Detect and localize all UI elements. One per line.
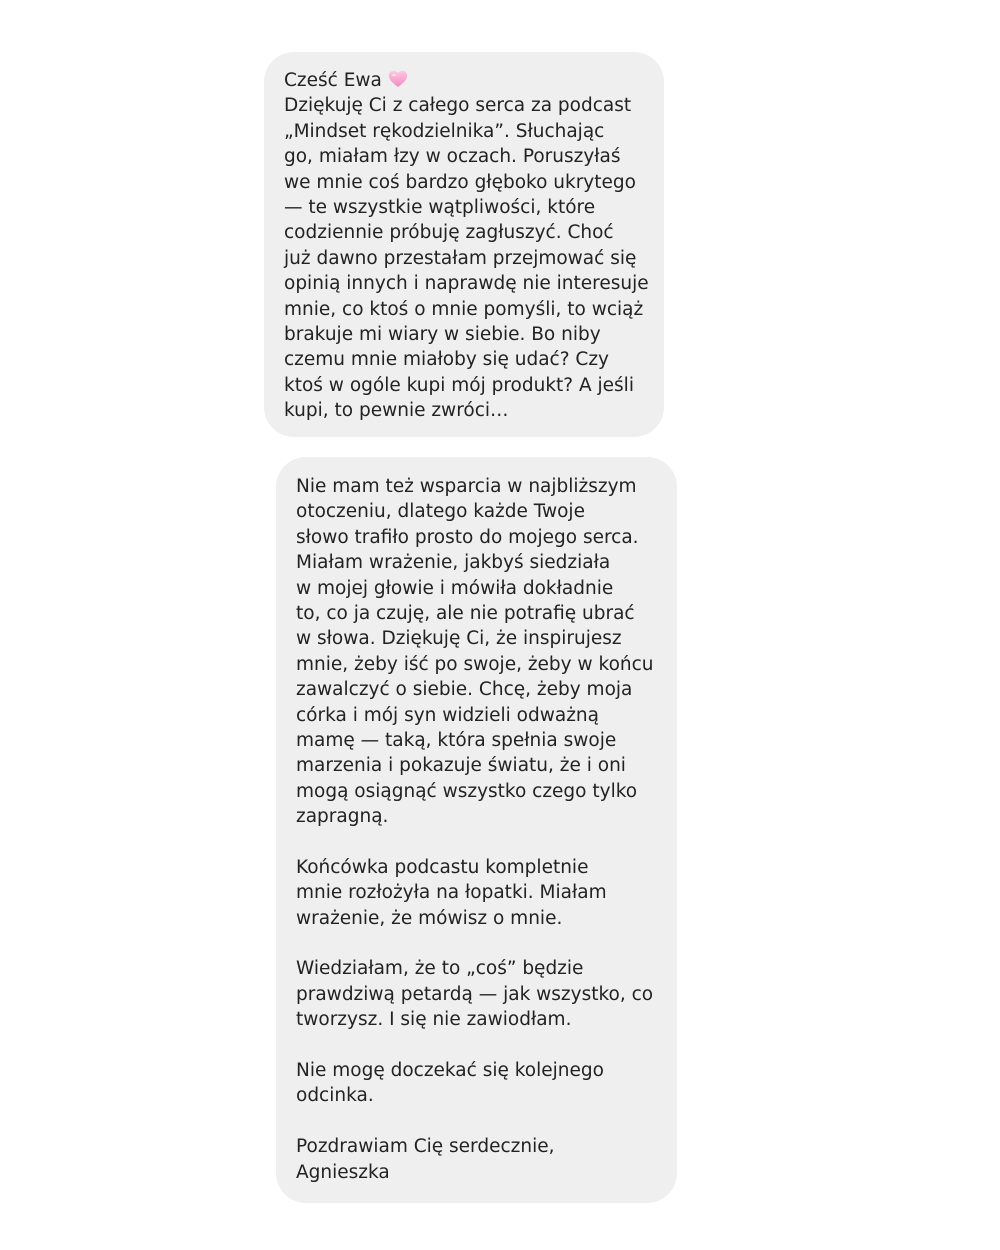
message-line: wrażenie, że mówisz o mnie. bbox=[296, 907, 563, 929]
message-line: ktoś w ogóle kupi mój produkt? A jeśli bbox=[284, 374, 634, 396]
message-line: zawalczyć o siebie. Chcę, żeby moja bbox=[296, 679, 633, 701]
message-line: mnie, żeby iść po swoje, żeby w końcu bbox=[296, 653, 654, 675]
message-line: codziennie próbuję zagłuszyć. Choć bbox=[284, 222, 614, 244]
message-line: Miałam wrażenie, jakbyś siedziała bbox=[296, 552, 611, 574]
message-line: — te wszystkie wątpliwości, które bbox=[284, 196, 596, 218]
message-bubble bbox=[264, 52, 664, 437]
message-line: Nie mogę doczekać się kolejnego bbox=[296, 1059, 604, 1081]
message-line: Wiedziałam, że to „coś” będzie bbox=[296, 958, 584, 980]
message-line: mamę — taką, która spełnia swoje bbox=[296, 729, 617, 751]
greeting-text: Cześć Ewa bbox=[284, 70, 382, 91]
message-line: w słowa. Dziękuję Ci, że inspirujesz bbox=[296, 628, 622, 650]
message-line: kupi, to pewnie zwróci… bbox=[284, 400, 509, 422]
message-line: Końcówka podcastu kompletnie bbox=[296, 856, 589, 878]
message-line: mnie rozłożyła na łopatki. Miałam bbox=[296, 882, 607, 904]
message-line: to, co ja czuję, ale nie potrafię ubrać bbox=[296, 602, 635, 624]
message-line: opinią innych i naprawdę nie interesuje bbox=[284, 273, 649, 295]
message-line: mogą osiągnąć wszystko czego tylko bbox=[296, 780, 638, 802]
message-line: prawdziwą petardą — jak wszystko, co bbox=[296, 983, 654, 1005]
message-line: go, miałam łzy w oczach. Poruszyłaś bbox=[284, 146, 621, 168]
paragraph-gap bbox=[296, 931, 659, 956]
message-line: mnie, co ktoś o mnie pomyśli, to wciąż bbox=[284, 298, 644, 320]
message-line: Nie mam też wsparcia w najbliższym bbox=[296, 476, 637, 497]
message-line: tworzysz. I się nie zawiodłam. bbox=[296, 1009, 572, 1031]
message-line: odcinka. bbox=[296, 1085, 374, 1107]
paragraph-gap bbox=[296, 1033, 659, 1058]
message-line: czemu mnie miałoby się udać? Czy bbox=[284, 349, 609, 371]
message-line: Dziękuję Ci z całego serca za podcast bbox=[284, 95, 632, 117]
message-line: Pozdrawiam Cię serdecznie, bbox=[296, 1136, 555, 1158]
message-line: otoczeniu, dlatego każde Twoje bbox=[296, 501, 585, 523]
message-line: słowo trafiło prosto do mojego serca. bbox=[296, 526, 639, 548]
message-line bbox=[284, 68, 646, 93]
message-line: już dawno przestałam przejmować się bbox=[284, 247, 637, 269]
message-line: brakuje mi wiary w siebie. Bo niby bbox=[284, 323, 601, 345]
message-line: córka i mój syn widzieli odważną bbox=[296, 704, 599, 726]
message-line: „Mindset rękodzielnika”. Słuchając bbox=[284, 120, 605, 142]
message-line: we mnie coś bardzo głęboko ukrytego bbox=[284, 171, 636, 193]
paragraph-gap bbox=[296, 1109, 659, 1134]
message-line: zapragną. bbox=[296, 806, 389, 828]
pink-heart-icon bbox=[388, 70, 408, 88]
paragraph-gap bbox=[296, 829, 659, 854]
message-line: w mojej głowie i mówiła dokładnie bbox=[296, 577, 614, 599]
message-line: marzenia i pokazuje światu, że i oni bbox=[296, 755, 626, 777]
signature-line: Agnieszka bbox=[296, 1161, 390, 1183]
message-bubble bbox=[276, 457, 677, 1203]
